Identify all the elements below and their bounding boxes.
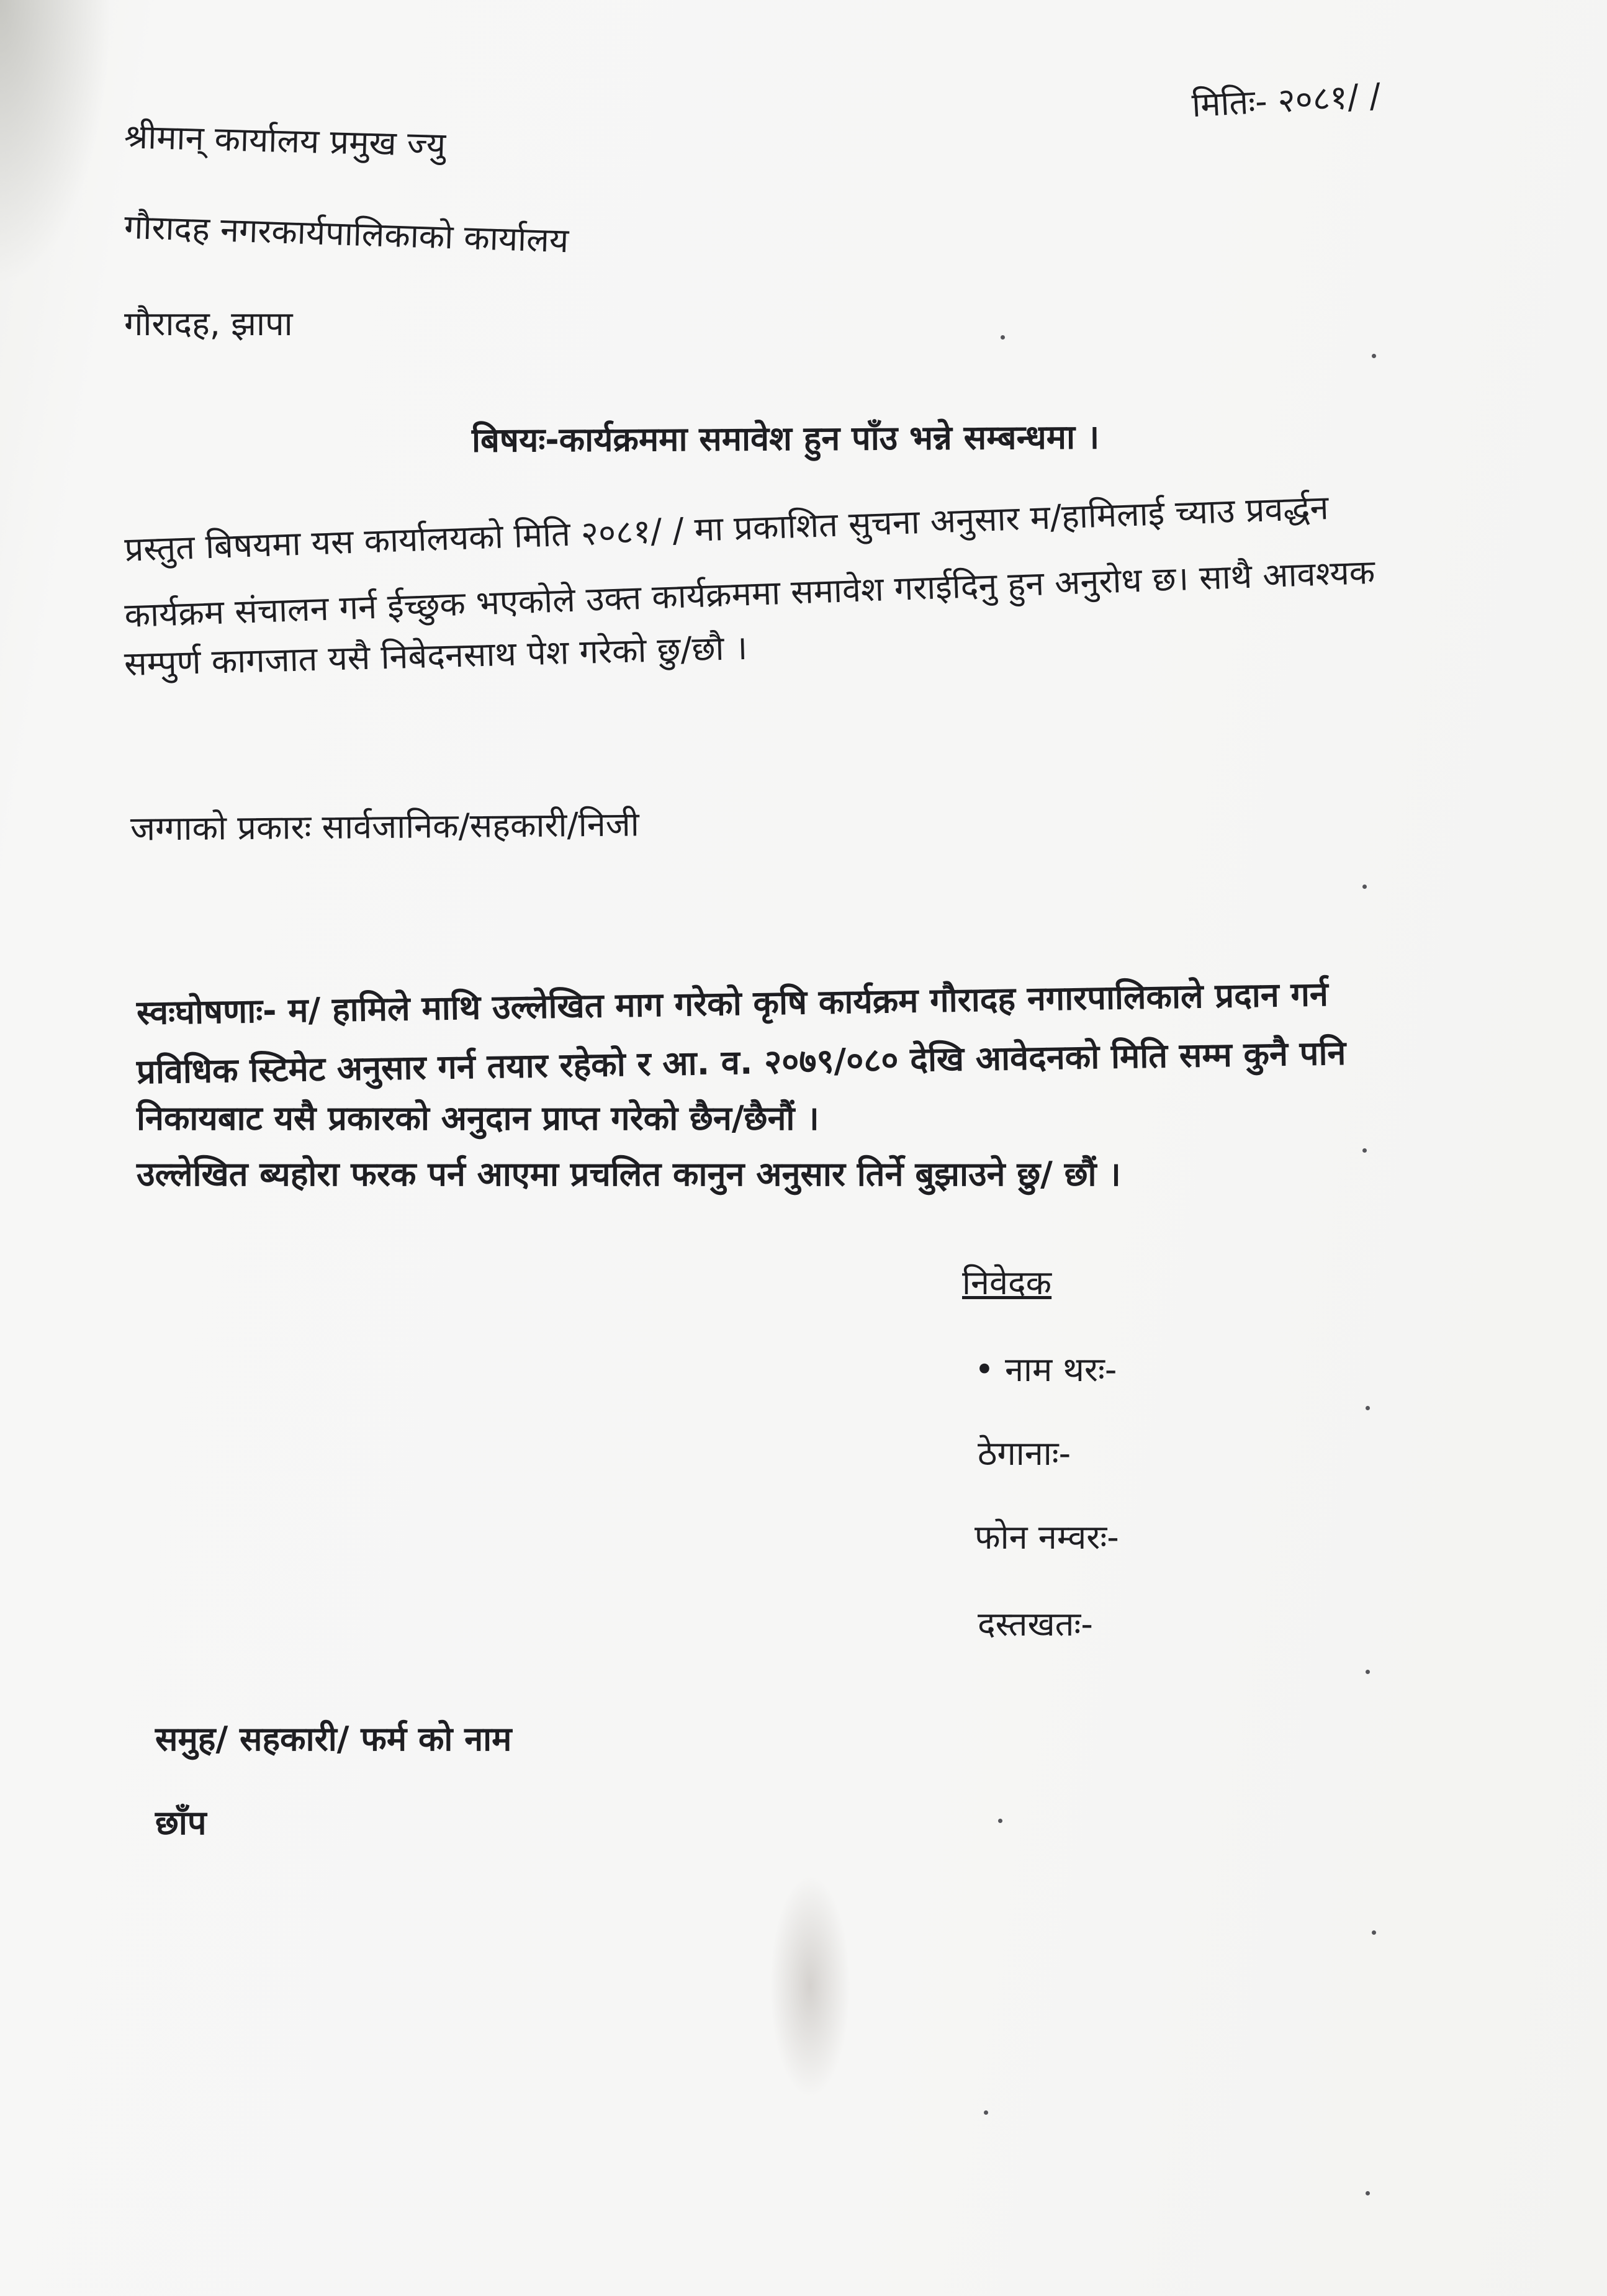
ink-speck (1372, 1930, 1376, 1935)
group-name-line: समुह/ सहकारी/ फर्म को नाम (155, 1719, 512, 1758)
ink-speck (1366, 2191, 1370, 2195)
addressee-line-1: श्रीमान् कार्यालय प्रमुख ज्यु (124, 117, 446, 164)
body-line-1: प्रस्तुत बिषयमा यस कार्यालयको मिति २०८१/ / मा प्रकाशित सुचना अनुसार म/हामिलाई च्याउ प्रवर्द्धन (124, 488, 1330, 569)
paper-stain (770, 1875, 850, 2098)
ink-speck (984, 2110, 988, 2115)
ink-speck (1372, 354, 1376, 358)
body-line-2: कार्यक्रम संचालन गर्न ईच्छुक भएकोले उक्त कार्यक्रममा समावेश गराईदिनु हुन अनुरोध छ। साथै आवश्यक (124, 552, 1376, 636)
applicant-signature-field: दस्तखतः- (978, 1605, 1093, 1644)
ink-speck (1366, 1670, 1370, 1674)
ink-speck (1362, 885, 1367, 889)
addressee-line-2: गौरादह नगरकार्यपालिकाको कार्यालय (124, 207, 570, 261)
applicant-heading: निवेदक (962, 1263, 1052, 1302)
ink-speck (1001, 335, 1005, 340)
paper-shadow (0, 0, 112, 286)
date-line: मितिः- २०८१/ / (1191, 76, 1382, 125)
stamp-line: छाँप (155, 1803, 207, 1842)
applicant-address-field: ठेगानाः- (978, 1434, 1071, 1473)
declaration-line-1: स्वःघोषणाः- म/ हामिले माथि उल्लेखित माग गरेको कृषि कार्यक्रम गौरादह नगारपालिकाले प्रदान गर्न (136, 974, 1329, 1033)
ink-speck (1366, 1406, 1370, 1410)
applicant-name-field: • नाम थरः- (975, 1350, 1117, 1389)
declaration-line-2: प्रविधिक स्टिमेट अनुसार गर्न तयार रहेको र आ. व. २०७९/०८० देखि आवेदनको मिति सम्म कुनै पनि (136, 1033, 1346, 1092)
subject-line: बिषयः-कार्यक्रममा समावेश हुन पाँउ भन्ने सम्बन्धमा । (471, 417, 1100, 460)
body-line-3: सम्पुर्ण कागजात यसै निबेदनसाथ पेश गरेको छु/छौ । (124, 628, 748, 684)
declaration-line-3: निकायबाट यसै प्रकारको अनुदान प्राप्त गरेको छैन/छैनौं । (137, 1099, 819, 1138)
ink-speck (1362, 1148, 1367, 1153)
land-type-line: जग्गाको प्रकारः सार्वजानिक/सहकारी/निजी (130, 804, 639, 849)
applicant-phone-field: फोन नम्वरः- (975, 1518, 1119, 1557)
ink-speck (998, 1819, 1002, 1823)
addressee-line-3: गौरादह, झापा (124, 304, 293, 343)
declaration-line-4: उल्लेखित ब्यहोरा फरक पर्न आएमा प्रचलित कानुन अनुसार तिर्ने बुझाउने छु/ छौं । (137, 1155, 1121, 1194)
